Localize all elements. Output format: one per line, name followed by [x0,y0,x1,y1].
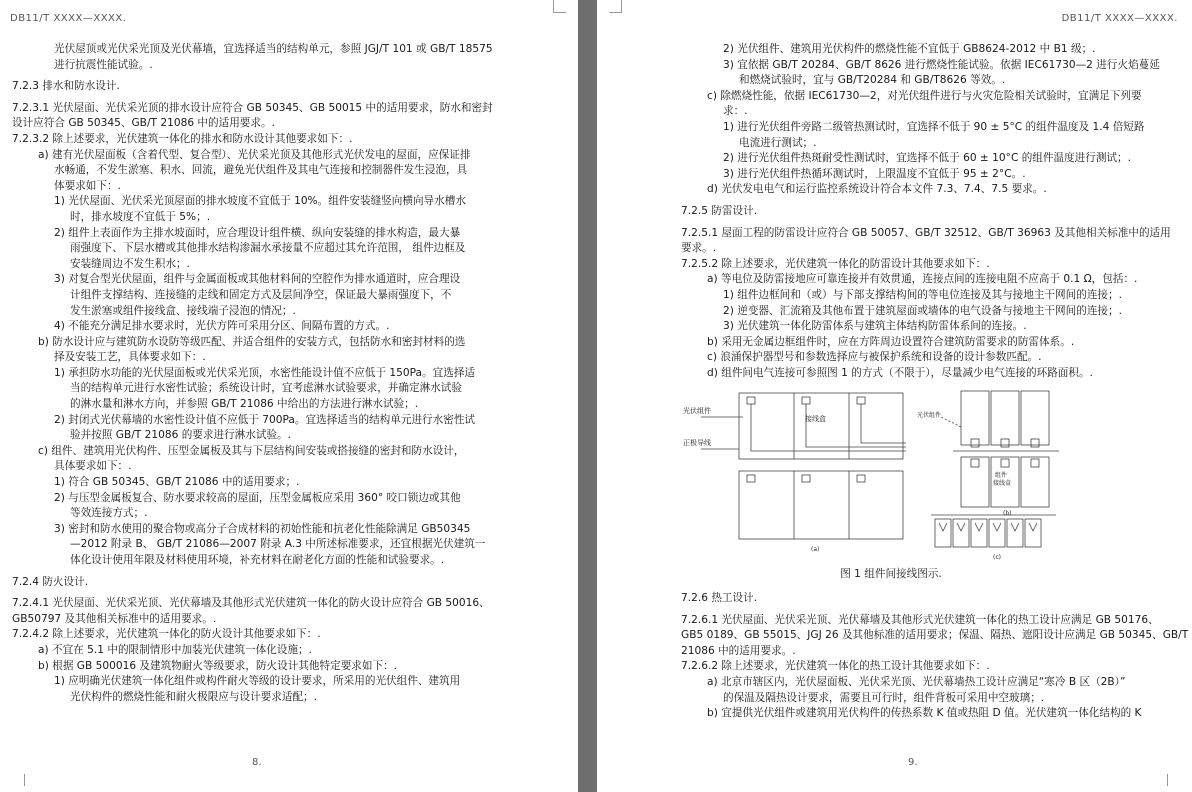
text-line: 7.2.3.1 光伏屋面、光伏采光顶的排水设计应符合 GB 50345、GB 50015 中的适用要求，防水和密封 [12,101,493,114]
text-line: 2) 逆变器、汇流箱及其他布置于建筑屋面或墙体的电气设备与接地主干网间的连接；. [723,304,1122,317]
text-line: 水畅通，不发生淤塞、积水、回流，避免光伏组件及其电气连接和控制器件发生浸泡，具 [54,164,468,177]
text-line: 雨强度下、下层水槽或其他排水结构渗漏水承接量不应超过其允许范围， 组件边框及 [70,242,466,255]
text-line: 7.2.4.1 光伏屋面、光伏采光顶、光伏幕墙及其他形式光伏建筑一体化的防火设计应符合 GB 50016、 [12,597,490,610]
section-heading: 7.2.4 防火设计. [12,575,89,588]
text-line: d) 光伏发电电气和运行监控系统设计符合本文件 7.3、7.4、7.5 要求。. [707,183,1047,196]
module-grid-bottom [739,471,903,539]
text-line: 7.2.6.2 除上述要求，光伏建筑一体化的热工设计其他要求如下：. [681,660,990,673]
label-junction-box: 接线盒 [805,415,826,424]
text-line: 安装缝周边不发生积水；. [70,257,190,270]
page-right [597,0,1192,792]
label-positive-wire: 正极导线 [683,439,711,448]
page-header: DB11/T XXXX—XXXX. [1061,13,1178,24]
wiring-figure [681,387,1101,563]
text-line: 光伏屋顶或光伏采光顶及光伏幕墙，宜选择适当的结构单元，参照 JGJ/T 101 或 GB/T 18575 [54,43,493,55]
text-line: 要求。. [681,242,717,255]
text-line: b) 防水设计应与建筑防水设防等级匹配、并适合组件的安装方式，包括防水和密封材料的选 [38,335,466,348]
page-body [681,42,1189,722]
text-line: GB50797 及其他相关标准中的适用要求。. [12,612,217,625]
text-line: 3) 进行光伏组件热循环测试时，上限温度不宜低于 95 ± 2°C。. [723,167,1026,180]
text-line: c) 除燃烧性能，依据 IEC61730—2，对光伏组件进行与火灾危险相关试验时，宜满足下列要 [707,89,1142,102]
crop-mark [609,0,622,13]
label-module: 组件 [995,472,1008,480]
text-line: 1) 符合 GB 50345、GB/T 21086 中的适用要求；. [54,476,300,489]
label-c: (c) [993,554,1001,562]
text-line: 7.2.6.1 光伏屋面、光伏采光顶、光伏幕墙及其他形式光伏建筑一体化的热工设计应满足 GB 50176、 [681,613,1159,626]
label-b: (b) [1003,510,1012,518]
text-line: d) 组件间电气连接可参照图 1 的方式（不限于），尽量减少电气连接的环路面积。. [707,366,1093,379]
text-line: 验并按照 GB/T 21086 的要求进行淋水试验。. [70,429,291,442]
text-line: a) 建有光伏屋面板（含着代型、复合型）、光伏采光顶及其他形式光伏发电的屋面，应保证排 [38,148,471,161]
text-line: a) 不宜在 5.1 中的限制情形中加装光伏建筑一体化设施；. [38,643,313,656]
figure-caption: 图 1 组件间接线图示. [840,568,942,581]
page-number: 9. [908,757,918,768]
text-line: 2) 与压型金属板复合、防水要求较高的屋面，压型金属板应采用 360° 咬口锁边或其他 [54,491,461,504]
page-left [0,0,578,792]
text-line: 的淋水量和淋水方向，并参照 GB/T 21086 中给出的方法进行淋水试验；. [70,398,419,411]
text-line: —2012 附录 B、 GB/T 21086—2007 附录 A.3 中所述标准要求，还宜根据光伏建筑一 [70,538,486,551]
text-line: 光伏构件的燃烧性能和耐火极限应与设计要求适配；. [70,690,318,703]
text-line: 1) 光伏屋面、光伏采光顶屋面的排水坡度不宜低于 10%。组件安装缝竖向横向导水槽水 [54,195,466,208]
text-line: 2) 封闭式光伏幕墙的水密性设计值不应低于 700Pa。宜选择适当的结构单元进行水密性试 [54,413,476,426]
label-junction-box-b: 接线盒 [993,480,1012,488]
text-line: b) 宜提供光伏组件或建筑用光伏构件的传热系数 K 值或热阻 D 值。光伏建筑一体化结构的 K [707,707,1142,720]
page-body [12,42,562,705]
text-line: 择及安装工艺，具体要求如下：. [54,351,206,364]
text-line: a) 等电位及防雷接地应可靠连接并有效贯通，连接点间的连接电阻不应高于 0.1 Ω，包括：. [707,273,1138,286]
text-line: 1) 进行光伏组件旁路二级管热测试时，宜选择不低于 90 ± 5°C 的组件温度及 1.4 倍短路 [723,120,1145,133]
text-line: 体化设计使用年限及材料使用环境，补充材料在耐老化方面的性能和试验要求。. [70,554,445,566]
text-line: 具体要求如下：. [54,460,132,473]
crop-mark [553,0,566,13]
crop-mark [12,774,25,786]
text-line: 2) 组件上表面作为主排水坡面时，应合理设计组件横、纵向安装缝的排水构造，最大暴 [54,226,461,239]
text-line: a) 北京市辖区内，光伏屋面板、光伏采光顶、光伏幕墙热工设计应满足“寒冷 B 区（2B）” [707,676,1126,689]
section-heading: 7.2.6 热工设计. [681,592,758,605]
text-line: 计组件支撑结构、连接缝的走线和固定方式及层间净空，保证最大暴雨强度下，不 [70,288,452,301]
text-line: 3) 对复合型光伏屋面，组件与金属面板或其他材料间的空腔作为排水通道时，应合理设 [54,273,461,286]
section-heading: 7.2.3 排水和防水设计. [12,80,120,93]
text-line: 7.2.5.1 屋面工程的防雷设计应符合 GB 50057、GB/T 32512、GB/T 36963 及其他相关标准中的适用 [681,226,1171,239]
text-line: b) 根据 GB 500016 及建筑物耐火等级要求，防火设计其他特定要求如下：. [38,659,398,672]
text-line: c) 组件、建筑用光伏构件、压型金属板及其与下层结构间安装或搭接缝的密封和防水设计， [38,444,465,457]
text-line: 设计应符合 GB 50345、GB/T 21086 中的适用要求。. [12,117,275,130]
text-block [681,42,1171,381]
text-line: c) 浪涌保护器型号和参数选择应与被保护系统和设备的设计参数匹配。. [707,351,1042,364]
text-line: 2) 进行光伏组件热斑耐受性测试时，宜选择不低于 60 ± 10°C 的组件温度进行测试；. [723,152,1132,165]
text-line: 体要求如下：. [54,179,121,192]
label-pv-module: 光伏组件 [683,407,711,416]
text-line: 等效连接方式；. [70,507,148,520]
text-line: 的保温及隔热设计要求，需要且可行时，组件背板可采用中空玻璃；. [723,691,1045,704]
text-line: 3) 宜依据 GB/T 20284、GB/T 8626 进行燃烧性能试验。依据 IEC61730—2 进行火焰蔓延 [723,58,1160,71]
text-line: 7.2.4.2 除上述要求，光伏建筑一体化的防火设计其他要求如下：. [12,628,321,641]
wiring-diagram [681,387,1101,563]
text-line: 1) 承担防水功能的光伏屋面板或光伏采光顶，水密性能设计值不应低于 150Pa。宜选择适 [54,366,476,379]
text-block [681,591,1189,722]
text-line: b) 采用无金属边框组件时，应在方阵周边设置符合建筑防雷要求的防雷体系。. [707,335,1075,348]
text-line: 进行抗震性能试验。. [54,58,153,71]
text-line: GB5 0189、GB 55015、JGJ 26 及其他标准的适用要求；保温、隔热、遮阳设计应满足 GB 50345、GB/T [681,629,1189,642]
text-line: 4) 不能充分满足排水要求时，光伏方阵可采用分区、间隔布置的方式。. [54,320,390,333]
text-line: 3) 光伏建筑一体化防雷体系与建筑主体结构防雷体系间的连接。. [723,320,1027,333]
text-line: 7.2.5.2 除上述要求，光伏建筑一体化的防雷设计其他要求如下：. [681,257,990,270]
text-line: 1) 应明确光伏建筑一体化组件或构件耐火等级的设计要求，所采用的光伏组件、建筑用 [54,675,461,688]
page-header: DB11/T XXXX—XXXX. [10,13,127,24]
text-line: 发生淤塞或组件接线盒、接线端子浸泡的情况；. [70,304,296,317]
label-pv-module-b: 光伏组件 [917,412,942,420]
text-line: 和燃烧试验时，宜与 GB/T20284 和 GB/T8626 等效。. [739,74,1006,87]
text-line: 21086 中的适用要求。. [681,644,796,657]
module-grid-top [739,393,903,459]
text-line: 求：. [723,105,748,118]
text-line: 3) 密封和防水使用的聚合物或高分子合成材料的初始性能和抗老化性能除满足 GB50345 [54,522,471,535]
page-number: 8. [252,757,262,768]
section-heading: 7.2.5 防雷设计. [681,204,758,217]
text-line: 电流进行测试；. [739,136,817,149]
crop-mark [1167,774,1180,786]
text-line: 1) 组件边框间和（或）与下部支撑结构间的等电位连接及其与接地主干网间的连接；. [723,288,1122,301]
text-line: 2) 光伏组件、建筑用光伏构件的燃烧性能不宜低于 GB8624-2012 中 B1 级；. [723,43,1096,55]
text-line: 时，排水坡度不宜低于 5%；. [70,210,211,223]
text-line: 7.2.3.2 除上述要求，光伏建筑一体化的排水和防水设计其他要求如下：. [12,132,353,145]
text-line: 当的结构单元进行水密性试验；系统设计时，宜考虑淋水试验要求，并确定淋水试验 [70,382,462,395]
label-a: (a) [811,546,820,554]
